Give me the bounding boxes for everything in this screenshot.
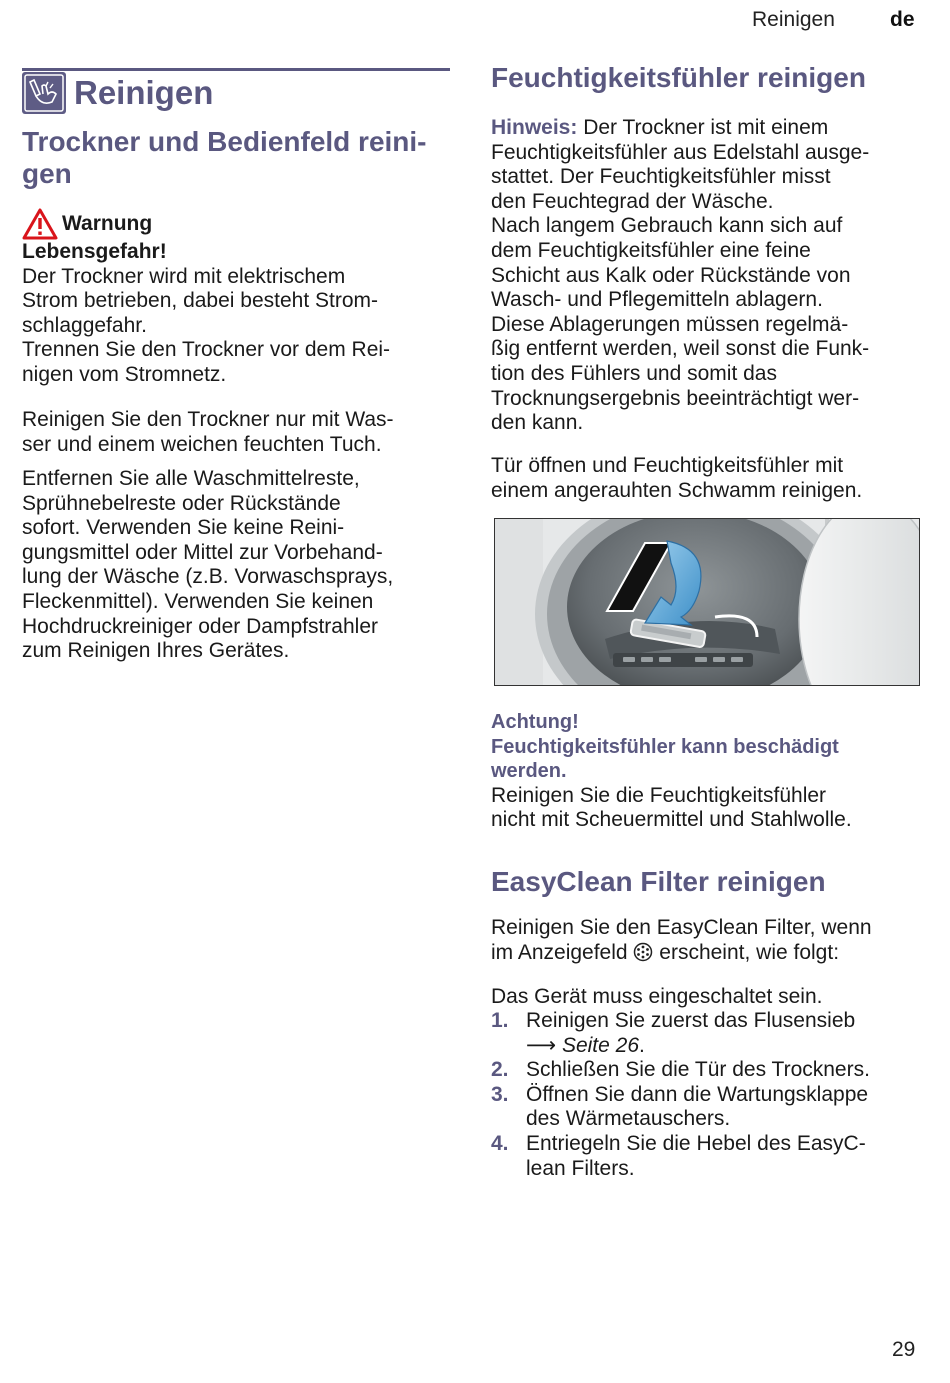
caution-text bbox=[491, 784, 931, 833]
arrow-icon: ⟶ bbox=[526, 1033, 557, 1057]
section-heading-cleaning bbox=[22, 126, 452, 190]
section-heading-moisture-sensor: Feuchtigkeitsfühler reinigen bbox=[491, 62, 866, 93]
text-line: gungsmittel oder Mittel zur Vorbehand- bbox=[22, 540, 383, 564]
step-number: 4. bbox=[491, 1131, 509, 1155]
text-line: zum Reinigen Ihres Gerätes. bbox=[22, 639, 290, 663]
punctuation: . bbox=[639, 1033, 645, 1057]
text-line: schlaggefahr. bbox=[22, 313, 147, 337]
easyclean-intro bbox=[491, 916, 931, 965]
instruction-paragraph bbox=[491, 454, 931, 503]
paragraph-residues bbox=[22, 467, 452, 664]
text-line: Wasch- und Pflegemitteln ablagern. bbox=[491, 288, 823, 312]
text-line: nicht mit Scheuermittel und Stahlwolle. bbox=[491, 808, 852, 832]
paragraph-water-cloth bbox=[22, 408, 452, 457]
text-line: des Wärmetauschers. bbox=[526, 1107, 731, 1131]
text-line: Feuchtigkeitsfühler aus Edelstahl ausge- bbox=[491, 140, 870, 164]
caution-block bbox=[491, 710, 931, 833]
note-block bbox=[491, 116, 931, 436]
text-line: Fleckenmittel). Verwenden Sie keinen bbox=[22, 589, 374, 613]
caution-title bbox=[491, 735, 931, 784]
text-line: Schicht aus Kalk oder Rückstände von bbox=[491, 263, 851, 287]
text-line: Trocknungsergebnis beeinträchtigt wer- bbox=[491, 386, 860, 410]
text-line: Reinigen Sie den EasyClean Filter, wenn bbox=[491, 916, 872, 939]
hand-cleaning-icon bbox=[22, 72, 66, 114]
dryer-drum-moisture-sensor-photo bbox=[494, 518, 920, 686]
filter-symbol-icon bbox=[633, 942, 653, 962]
heading-line: Trockner und Bedienfeld reini- bbox=[22, 126, 427, 157]
step-number: 2. bbox=[491, 1058, 509, 1082]
heading-line: gen bbox=[22, 158, 72, 189]
chapter-title: Reinigen bbox=[74, 74, 214, 111]
text-line: Öffnen Sie dann die Wartungsklappe bbox=[526, 1082, 869, 1106]
text-line: Nach langem Gebrauch kann sich auf bbox=[491, 214, 843, 238]
page-number: 29 bbox=[892, 1338, 916, 1361]
text-line: Trennen Sie den Trockner vor dem Rei- bbox=[22, 338, 391, 362]
running-header-language: de bbox=[890, 8, 915, 31]
text-line: Schließen Sie die Tür des Trockners. bbox=[526, 1058, 870, 1082]
text-line: Entfernen Sie alle Waschmittelreste, bbox=[22, 467, 360, 490]
caution-label: Achtung! bbox=[491, 711, 579, 733]
warning-title: Lebensgefahr! bbox=[22, 240, 167, 263]
list-item bbox=[491, 1058, 931, 1083]
text-line: Der Trockner wird mit elektrischem bbox=[22, 264, 346, 288]
page-reference: Seite 26 bbox=[561, 1033, 640, 1057]
text-line: tion des Fühlers und somit das bbox=[491, 361, 777, 385]
text-line: erscheint, wie folgt: bbox=[659, 940, 840, 964]
steps-list bbox=[491, 1009, 931, 1181]
text-line: Hochdruckreiniger oder Dampfstrahler bbox=[22, 614, 378, 638]
text-line: dem Feuchtigkeitsfühler eine feine bbox=[491, 238, 811, 262]
text-line: Feuchtigkeitsfühler kann beschädigt bbox=[491, 735, 839, 758]
text-line: werden. bbox=[491, 760, 567, 783]
prerequisite: Das Gerät muss eingeschaltet sein. bbox=[491, 985, 823, 1008]
text-line: Reinigen Sie den Trockner nur mit Was- bbox=[22, 408, 394, 431]
warning-block bbox=[22, 240, 452, 388]
text-line: im Anzeigefeld bbox=[491, 940, 628, 964]
text-line: Tür öffnen und Feuchtigkeitsfühler mit bbox=[491, 454, 844, 477]
text-line: sofort. Verwenden Sie keine Reini- bbox=[22, 516, 345, 540]
list-item bbox=[491, 1083, 931, 1132]
list-item bbox=[491, 1009, 931, 1058]
text-line: Reinigen Sie zuerst das Flusensieb bbox=[526, 1009, 856, 1032]
warning-label: Warnung bbox=[62, 212, 153, 235]
step-number: 1. bbox=[491, 1009, 509, 1032]
section-heading-easyclean: EasyClean Filter reinigen bbox=[491, 866, 826, 897]
text-line: Diese Ablagerungen müssen regelmä- bbox=[491, 312, 849, 336]
running-header-section: Reinigen bbox=[752, 8, 835, 31]
text-line: Strom betrieben, dabei besteht Strom- bbox=[22, 289, 379, 313]
text-line: Reinigen Sie die Feuchtigkeitsfühler bbox=[491, 783, 827, 807]
text-line: lung der Wäsche (z.B. Vorwaschsprays, bbox=[22, 565, 394, 589]
page-reference-link[interactable] bbox=[526, 1034, 645, 1057]
step-number: 3. bbox=[491, 1082, 509, 1106]
text-line: Sprühnebelreste oder Rückstände bbox=[22, 491, 341, 515]
text-line: ser und einem weichen feuchten Tuch. bbox=[22, 432, 382, 456]
text-line: den Feuchtegrad der Wäsche. bbox=[491, 189, 774, 213]
text-line: einem angerauhten Schwamm reinigen. bbox=[491, 478, 863, 502]
text-line: nigen vom Stromnetz. bbox=[22, 362, 227, 386]
text-line: den kann. bbox=[491, 411, 584, 435]
note-label: Hinweis: bbox=[491, 116, 578, 139]
chapter-rule bbox=[22, 68, 450, 71]
warning-text bbox=[22, 265, 452, 388]
text-line: Der Trockner ist mit einem bbox=[583, 116, 829, 139]
warning-triangle-icon bbox=[22, 208, 58, 240]
text-line: lean Filters. bbox=[526, 1156, 635, 1180]
text-line: ßig entfernt werden, weil sonst die Funk- bbox=[491, 337, 870, 361]
text-line: stattet. Der Feuchtigkeitsfühler misst bbox=[491, 165, 831, 189]
list-item bbox=[491, 1132, 931, 1181]
text-line: Entriegeln Sie die Hebel des EasyC- bbox=[526, 1131, 866, 1155]
